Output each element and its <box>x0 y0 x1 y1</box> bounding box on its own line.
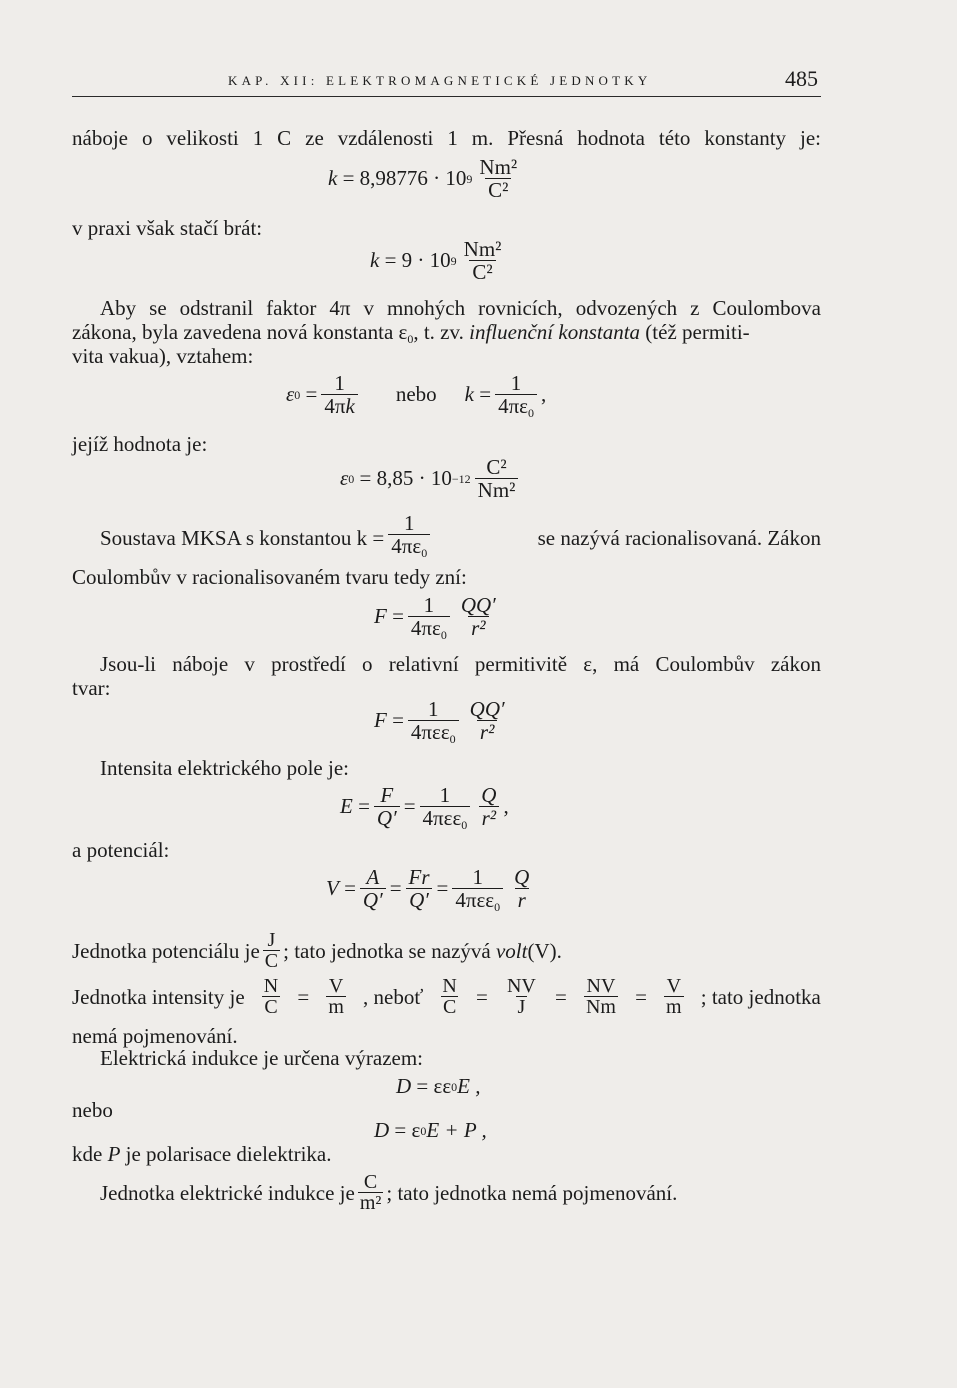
header-rule <box>72 96 821 97</box>
page-number: 485 <box>785 66 818 91</box>
formula-intensity: E = $\frac{F}{Q'}$ = $\frac{1}{4\pi\varepsilon\varepsilon_0}$ $\frac{Q}{\text{r²}}$ , <box>340 783 509 832</box>
paragraph-line: Jednotka elektrické indukce je $\frac{C}{\text{m²}}$ ; tato jednotka nemá pojmenování. <box>100 1171 678 1214</box>
formula-k-approx: k = 9 · 10 9 $\frac{\text{Nm²}}{\text{C²}}$ <box>370 237 502 284</box>
paragraph-line: kde P je polarisace dielektrika. <box>72 1142 332 1166</box>
paragraph-line: Elektrická indukce je určena výrazem: <box>100 1046 423 1070</box>
paragraph-line: Jsou-li náboje v prostředí o relativní permitivitě ε, má Coulombův zákon <box>100 652 821 676</box>
formula-potential: V = $\frac{A}{Q'}$ = $\frac{Fr}{Q'}$ = $\frac{1}{4\pi\varepsilon\varepsilon_0}$ $\frac{Q}{r}$ <box>326 865 530 914</box>
running-head: KAP. XII: ELEKTROMAGNETICKÉ JEDNOTKY <box>228 73 652 88</box>
paragraph-line: nemá pojmenování. <box>72 1024 238 1048</box>
paragraph-line: Intensita elektrického pole je: <box>100 756 349 780</box>
paragraph-line: vita vakua), vztahem: <box>72 344 254 368</box>
paragraph-line: a potenciál: <box>72 838 170 862</box>
formula-induction-1: D = εε 0 E , <box>396 1074 481 1098</box>
paragraph-line: nebo <box>72 1098 113 1122</box>
formula-eps-value: ε 0 = 8,85 · 10 −12 $\frac{\text{C²}}{\text{Nm²}}$ <box>340 456 522 501</box>
paragraph-line: náboje o velikosti 1 C ze vzdálenosti 1 m. Přesná hodnota této konstanty je: <box>72 126 821 150</box>
paragraph-line: v praxi však stačí brát: <box>72 216 263 240</box>
paragraph-line: Aby se odstranil faktor 4π v mnohých rovnicích, odvozených z Coulombova <box>100 296 821 320</box>
paragraph-line: Jednotka intensity je $\frac{N}{C}$ = $\frac{V}{m}$ , neboť $\frac{N}{C}$ = $\frac{NV}{J}$ = $\frac{NV}{Nm}$ = $\frac{V}{m}$ ; tato jednotka <box>72 975 821 1018</box>
paragraph-line: jejíž hodnota je: <box>72 432 208 456</box>
paragraph-line: tvar: <box>72 676 111 700</box>
formula-eps-definition: ε 0 = $\frac{1}{4\pi k}$ nebo k = $\frac{1}{4\pi\varepsilon_0}$ , <box>286 371 547 420</box>
paragraph-line: Jednotka potenciálu je $\frac{J}{C}$ ; tato jednotka se nazývá volt (V). <box>72 929 562 972</box>
paragraph-line: Soustava MKSA s konstantou k = $\frac{1}{4\pi\varepsilon_0}$ se nazývá racionalisovaná. Zákon <box>100 511 821 560</box>
formula-induction-2: D = ε 0 E + P , <box>374 1118 487 1142</box>
formula-coulomb-rationalised: F = $\frac{1}{4\pi\varepsilon_0}$ $\frac{QQ'}{\text{r²}}$ <box>374 593 496 642</box>
paragraph-line: Coulombův v racionalisovaném tvaru tedy zní: <box>72 565 467 589</box>
formula-coulomb-permittivity: F = $\frac{1}{4\pi\varepsilon\varepsilon_0}$ $\frac{QQ'}{\text{r²}}$ <box>374 697 505 746</box>
paragraph-line: zákona, byla zavedena nová konstanta $\varepsilon_0$, t. zv. influenční konstanta (též permiti- <box>72 320 750 346</box>
formula-k-exact: k = 8,98776 · 10 9 $\frac{\text{Nm²}}{\text{C²}}$ <box>328 155 518 202</box>
